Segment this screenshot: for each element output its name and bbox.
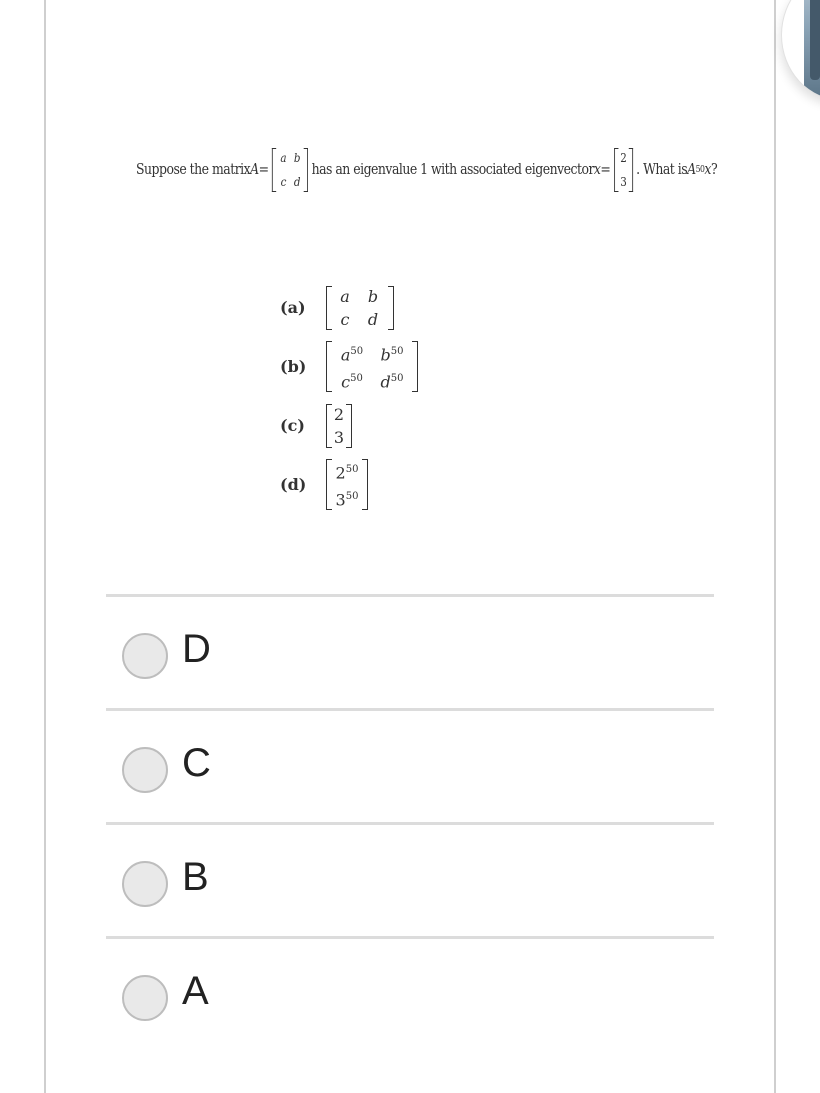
power-base: A: [687, 162, 696, 178]
answer-label[interactable]: D: [182, 627, 211, 671]
radio-button[interactable]: [122, 975, 168, 1021]
answer-choice-c[interactable]: [106, 708, 714, 822]
answer-choice-a[interactable]: [106, 936, 714, 1050]
option-b: [280, 337, 418, 396]
option-label: (a): [280, 298, 306, 317]
option-list: [280, 278, 418, 514]
option-vector: $2^{50}$ $3^{50}$: [326, 458, 368, 511]
option-label: (b): [280, 357, 307, 376]
profile-avatar[interactable]: [782, 0, 820, 100]
option-label: (c): [280, 416, 305, 435]
matrix-a: a b c d: [272, 146, 308, 194]
answer-label[interactable]: A: [182, 969, 209, 1013]
option-label: (d): [280, 475, 307, 494]
question-part-3: . What is: [636, 162, 688, 178]
vector-variable: x: [593, 162, 601, 178]
equals-sign-2: =: [600, 162, 611, 178]
option-matrix: a b c d: [326, 285, 394, 331]
question-mark: ?: [710, 162, 718, 178]
answer-label[interactable]: C: [182, 741, 211, 785]
power-vector: x: [704, 162, 711, 178]
option-d: [280, 455, 418, 514]
question-text: [136, 138, 717, 202]
option-matrix: $a^{50}$ $b^{50}$ $c^{50}$ $d^{50}$: [326, 340, 418, 393]
radio-button[interactable]: [122, 861, 168, 907]
radio-button[interactable]: [122, 747, 168, 793]
question-part-2: has an eigenvalue 1 with associated eigenvector: [311, 162, 594, 178]
answer-choice-d[interactable]: [106, 594, 714, 708]
matrix-variable: A: [250, 162, 259, 178]
answer-choice-b[interactable]: [106, 822, 714, 936]
question-part-1: Suppose the matrix: [136, 162, 251, 178]
avatar-photo: [804, 0, 820, 100]
equals-sign: =: [258, 162, 269, 178]
answer-choices: [106, 594, 714, 1050]
option-a: [280, 278, 418, 337]
answer-label[interactable]: B: [182, 855, 209, 899]
option-vector: 2 3: [326, 403, 352, 449]
radio-button[interactable]: [122, 633, 168, 679]
power-exponent: 50: [695, 165, 705, 175]
option-c: [280, 396, 418, 455]
eigenvector: 2 3: [614, 146, 633, 194]
